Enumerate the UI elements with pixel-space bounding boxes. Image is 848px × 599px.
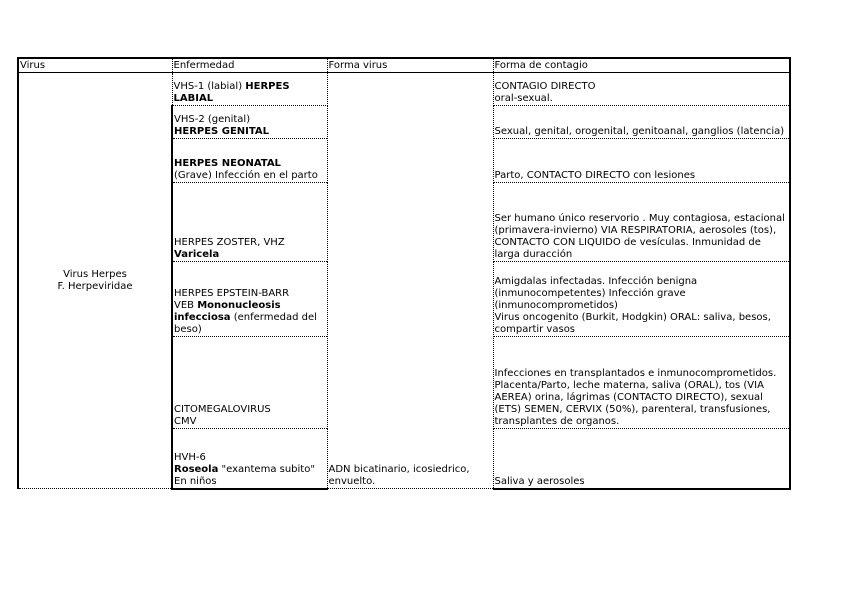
- forma-virus-cell: ADN bicatinario, icosiedrico, envuelto.: [327, 73, 493, 489]
- header-forma-virus: Forma virus: [327, 58, 493, 73]
- contagio-text: CONTAGIO DIRECTO: [494, 81, 596, 92]
- enfermedad-text: VEB: [174, 300, 198, 311]
- contagio-text: oral-sexual.: [494, 93, 553, 104]
- enfermedad-bold: Roseola: [174, 463, 219, 475]
- enfermedad-text: HERPES EPSTEIN-BARR: [174, 288, 290, 299]
- virus-cell: [18, 73, 172, 489]
- enfermedad-cell: [172, 106, 327, 139]
- header-forma-contagio: Forma de contagio: [493, 58, 790, 73]
- enfermedad-cell: [172, 262, 327, 337]
- enfermedad-text: En niños: [174, 475, 217, 487]
- enfermedad-text: HVH-6: [174, 451, 206, 463]
- contagio-cell: Parto, CONTACTO DIRECTO con lesiones: [493, 139, 790, 183]
- contagio-cell: [493, 73, 790, 106]
- contagio-text: Virus oncogenito (Burkit, Hodgkin) ORAL: saliva, besos, compartir vasos: [494, 312, 771, 335]
- contagio-cell: Sexual, genital, orogenital, genitoanal, ganglios (latencia): [493, 106, 790, 139]
- enfermedad-cell: [172, 429, 327, 489]
- enfermedad-cell: [172, 337, 327, 429]
- enfermedad-bold: Mononucleosis infecciosa: [174, 300, 281, 323]
- header-enfermedad: Enfermedad: [172, 58, 327, 73]
- contagio-cell: Infecciones en transplantados e inmunocomprometidos. Placenta/Parto, leche materna, saliva (ORAL), tos (VIA AEREA) orina, lágrimas (CONTACTO DIRECTO), sexual (ETS) SEMEN, CERVIX (50%), parenteral, transfusiones, transplantes de organos.: [493, 337, 790, 429]
- enfermedad-text: CMV: [174, 416, 197, 427]
- enfermedad-text: (enfermedad del beso): [174, 312, 317, 335]
- enfermedad-bold: HERPES LABIAL: [173, 81, 290, 104]
- contagio-text: Amigdalas infectadas. Infección benigna (inmunocompetentes) Infección grave (inmunocomprometidos): [494, 276, 698, 311]
- enfermedad-text: CITOMEGALOVIRUS: [174, 404, 271, 415]
- enfermedad-text: HERPES ZOSTER, VHZ: [174, 237, 285, 248]
- enfermedad-bold: Varicela: [174, 249, 220, 260]
- contagio-cell: Ser humano único reservorio . Muy contagiosa, estacional (primavera-invierno) VIA RESPIRATORIA, aerosoles (tos), CONTACTO CON LIQUIDO de vesículas. Inmunidad de larga duracción: [493, 183, 790, 262]
- enfermedad-bold: HERPES NEONATAL: [174, 158, 281, 169]
- enfermedad-cell: [172, 73, 327, 106]
- enfermedad-text: "exantema subito": [218, 463, 315, 475]
- header-row: [18, 58, 790, 73]
- enfermedad-cell: [172, 183, 327, 262]
- enfermedad-bold: HERPES GENITAL: [174, 126, 270, 137]
- virus-name: Virus Herpes: [63, 268, 127, 280]
- contagio-cell: Saliva y aerosoles: [493, 429, 790, 489]
- enfermedad-text: VHS-1 (labial): [173, 81, 246, 92]
- enfermedad-text: VHS-2 (genital): [174, 114, 251, 125]
- header-virus: Virus: [18, 58, 172, 73]
- table-row: [18, 73, 790, 106]
- enfermedad-cell: [172, 139, 327, 183]
- contagio-cell: [493, 262, 790, 337]
- herpes-virus-table: [17, 57, 791, 490]
- enfermedad-text: (Grave) Infección en el parto: [174, 170, 318, 181]
- virus-family: F. Herpeviridae: [57, 280, 133, 292]
